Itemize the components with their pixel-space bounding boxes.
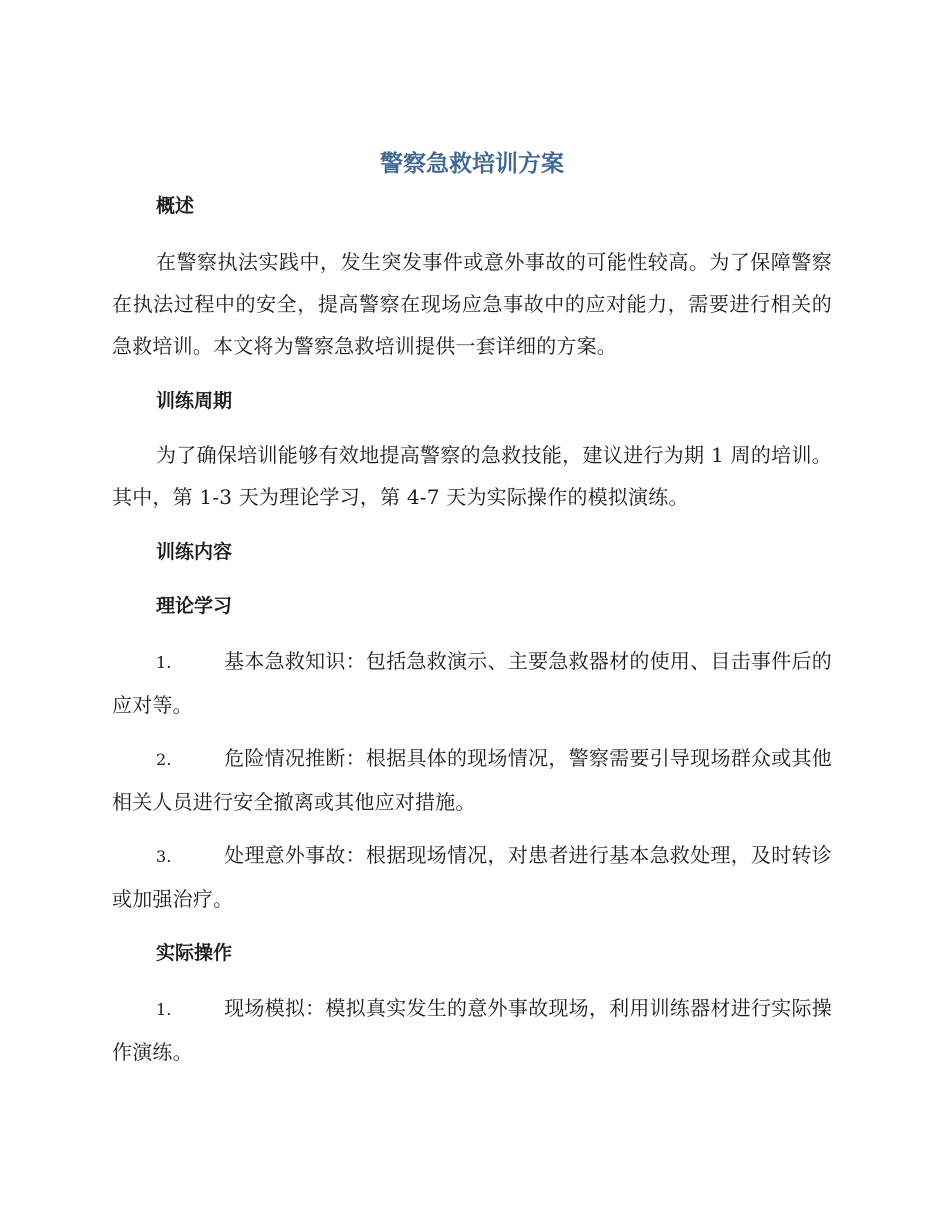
list-item: [112, 737, 832, 823]
heading-theory: 理论学习: [156, 595, 233, 617]
list-item-text: 基本急救知识：包括急救演示、主要急救器材的使用、目击事件后的应对等。: [112, 649, 832, 717]
list-item-number: 2.: [156, 750, 172, 769]
heading-practice: 实际操作: [156, 942, 233, 964]
list-item: [112, 987, 832, 1073]
list-item-text: 危险情况推断：根据具体的现场情况，警察需要引导现场群众或其他相关人员进行安全撤离或其他应对措施。: [112, 746, 832, 814]
list-item-number: 1.: [156, 653, 172, 672]
paragraph-period: 为了确保培训能够有效地提高警察的急救技能，建议进行为期 1 周的培训。其中，第 1-3 天为理论学习，第 4-7 天为实际操作的模拟演练。: [112, 443, 832, 509]
list-item-number: 3.: [156, 847, 172, 866]
paragraph-overview: 在警察执法实践中，发生突发事件或意外事故的可能性较高。为了保障警察在执法过程中的安全，提高警察在现场应急事故中的应对能力，需要进行相关的急救培训。本文将为警察急救培训提供一套详细的方案。: [112, 250, 832, 358]
list-item-text: 现场模拟：模拟真实发生的意外事故现场，利用训练器材进行实际操作演练。: [112, 996, 832, 1064]
heading-period: 训练周期: [156, 390, 233, 412]
list-item-text: 处理意外事故：根据现场情况，对患者进行基本急救处理，及时转诊或加强治疗。: [112, 843, 832, 911]
list-item-number: 1.: [156, 1000, 172, 1019]
heading-content: 训练内容: [156, 541, 233, 563]
document-title: 警察急救培训方案: [380, 151, 564, 177]
list-item: [112, 640, 832, 726]
list-item: [112, 834, 832, 920]
heading-overview: 概述: [156, 195, 195, 217]
